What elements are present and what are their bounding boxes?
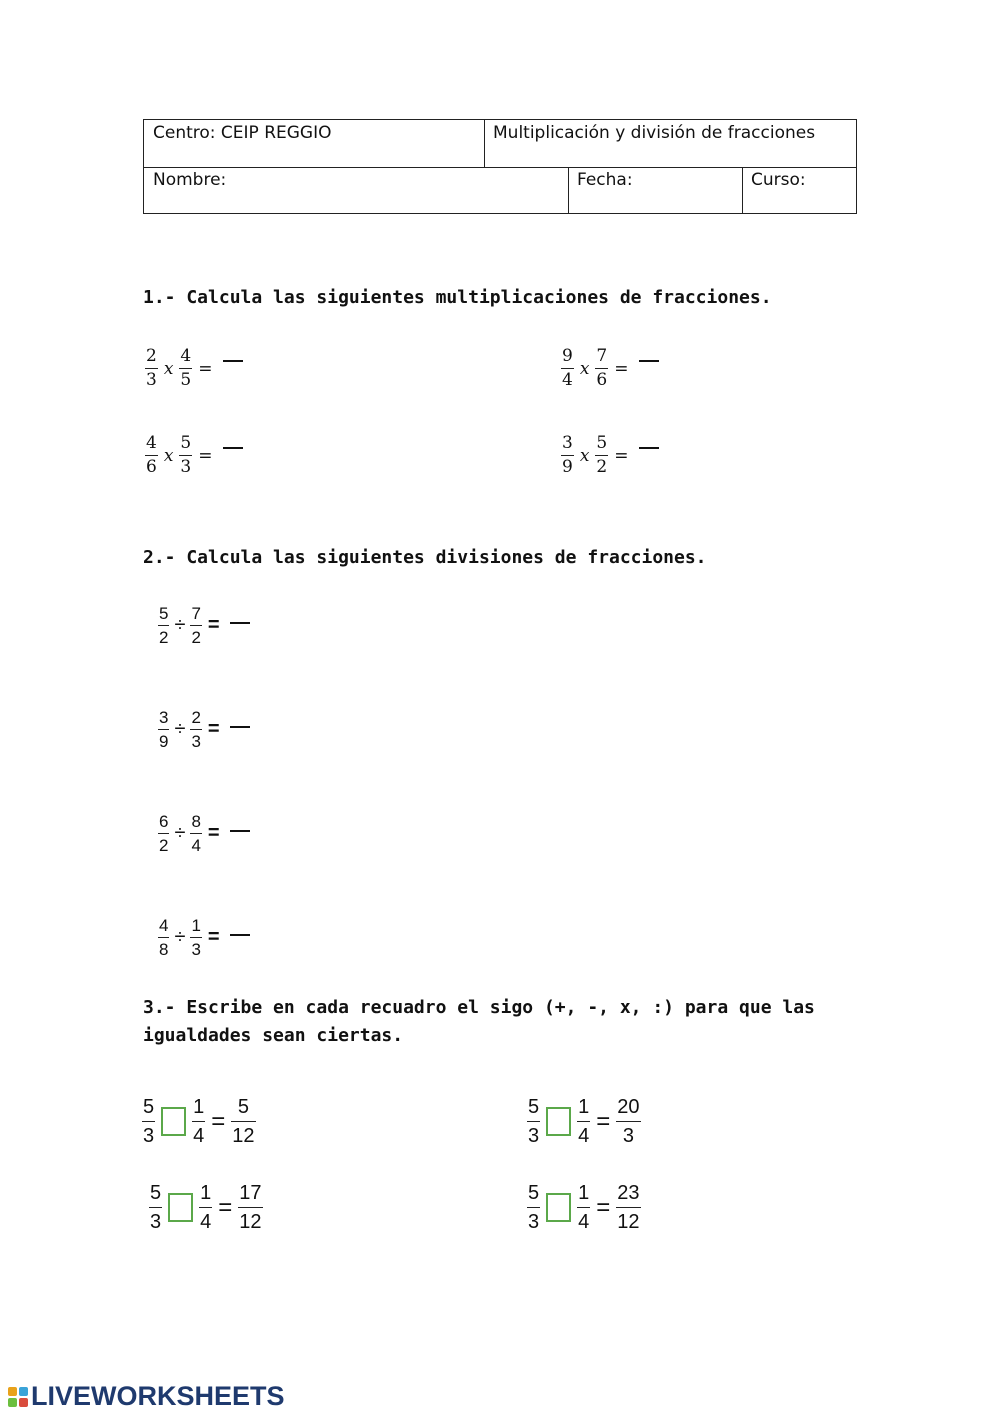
header-row-1 <box>144 120 856 168</box>
question-3-title-line-2: igualdades sean ciertas. <box>143 1025 404 1046</box>
sign-exercise-1: $\frac{5}{3}$ $\frac{1}{4}$ = $\frac{5}{12}$ <box>143 1096 255 1147</box>
answer-blank[interactable] <box>230 934 250 936</box>
fraction: $\frac{8}{4}$ <box>191 812 201 855</box>
fraction: $\frac{4}{8}$ <box>159 916 169 959</box>
fraction: $\frac{1}{4}$ <box>193 1096 205 1147</box>
fraction: $\frac{20}{3}$ <box>617 1096 640 1147</box>
sign-exercise-3: $\frac{5}{3}$ $\frac{1}{4}$ = $\frac{17}{12}$ <box>150 1182 262 1233</box>
mult-exercise-3: $\frac{4}{6}$ x $\frac{5}{3}$ = <box>145 435 243 476</box>
fraction: $\frac{5}{3}$ <box>528 1182 540 1233</box>
answer-blank[interactable] <box>230 622 250 624</box>
fraction: $\frac{5}{2}$ <box>596 433 608 477</box>
fraction: $\frac{5}{3}$ <box>143 1096 155 1147</box>
div-exercise-1: $\frac{5}{2}$ ÷ $\frac{7}{2}$ = <box>158 605 250 646</box>
fraction: $\frac{1}{4}$ <box>200 1182 212 1233</box>
fraction: $\frac{4}{5}$ <box>180 346 192 390</box>
mult-exercise-2: $\frac{9}{4}$ x $\frac{7}{6}$ = <box>561 348 659 389</box>
div-exercise-3: $\frac{6}{2}$ ÷ $\frac{8}{4}$ = <box>158 813 250 854</box>
topic-cell: Multiplicación y división de fracciones <box>493 123 816 143</box>
mult-exercise-4: $\frac{3}{9}$ x $\frac{5}{2}$ = <box>561 435 659 476</box>
question-3-title-line-1: 3.- Escribe en cada recuadro el sigo (+, -, x, :) para que las <box>143 997 815 1018</box>
fecha-cell: Fecha: <box>577 170 633 190</box>
mult-exercise-1: $\frac{2}{3}$ x $\frac{4}{5}$ = <box>145 348 243 389</box>
fraction: $\frac{2}{3}$ <box>191 708 201 751</box>
fraction: $\frac{2}{3}$ <box>146 346 157 390</box>
answer-blank[interactable] <box>230 726 250 728</box>
answer-blank[interactable] <box>223 447 243 449</box>
fraction: $\frac{6}{2}$ <box>159 812 169 855</box>
fraction: $\frac{5}{3}$ <box>180 433 192 477</box>
header-row-2 <box>144 167 856 214</box>
fraction: $\frac{4}{6}$ <box>146 433 157 477</box>
answer-blank[interactable] <box>639 447 659 449</box>
nombre-cell: Nombre: <box>153 170 227 190</box>
fraction: $\frac{5}{3}$ <box>150 1182 162 1233</box>
fraction: $\frac{5}{2}$ <box>159 604 169 647</box>
fraction: $\frac{23}{12}$ <box>617 1182 640 1233</box>
fraction: $\frac{3}{9}$ <box>562 433 573 477</box>
fraction: $\frac{1}{3}$ <box>191 916 201 959</box>
div-exercise-4: $\frac{4}{8}$ ÷ $\frac{1}{3}$ = <box>158 917 250 958</box>
fraction: $\frac{7}{6}$ <box>596 346 608 390</box>
fraction: $\frac{1}{4}$ <box>578 1182 590 1233</box>
fraction: $\frac{9}{4}$ <box>562 346 573 390</box>
fraction: $\frac{5}{3}$ <box>528 1096 540 1147</box>
fraction: $\frac{5}{12}$ <box>232 1096 255 1147</box>
sign-answer-box[interactable] <box>168 1193 193 1222</box>
liveworksheets-logo[interactable] <box>8 1381 285 1412</box>
logo-text: LIVEWORKSHEETS <box>31 1381 285 1411</box>
sign-answer-box[interactable] <box>161 1107 186 1136</box>
answer-blank[interactable] <box>223 360 243 362</box>
question-1-title: 1.- Calcula las siguientes multiplicaciones de fracciones. <box>143 287 772 308</box>
div-exercise-2: $\frac{3}{9}$ ÷ $\frac{2}{3}$ = <box>158 709 250 750</box>
fraction: $\frac{7}{2}$ <box>191 604 201 647</box>
liveworksheets-logo-icon <box>8 1387 28 1407</box>
centro-cell: Centro: CEIP REGGIO <box>153 123 332 143</box>
answer-blank[interactable] <box>230 830 250 832</box>
sign-answer-box[interactable] <box>546 1193 571 1222</box>
fraction: $\frac{17}{12}$ <box>239 1182 262 1233</box>
header-table <box>143 119 857 214</box>
sign-answer-box[interactable] <box>546 1107 571 1136</box>
sign-exercise-4: $\frac{5}{3}$ $\frac{1}{4}$ = $\frac{23}{12}$ <box>528 1182 640 1233</box>
fraction: $\frac{3}{9}$ <box>159 708 169 751</box>
question-2-title: 2.- Calcula las siguientes divisiones de fracciones. <box>143 547 707 568</box>
curso-cell: Curso: <box>751 170 806 190</box>
sign-exercise-2: $\frac{5}{3}$ $\frac{1}{4}$ = $\frac{20}{3}$ <box>528 1096 640 1147</box>
fraction: $\frac{1}{4}$ <box>578 1096 590 1147</box>
answer-blank[interactable] <box>639 360 659 362</box>
